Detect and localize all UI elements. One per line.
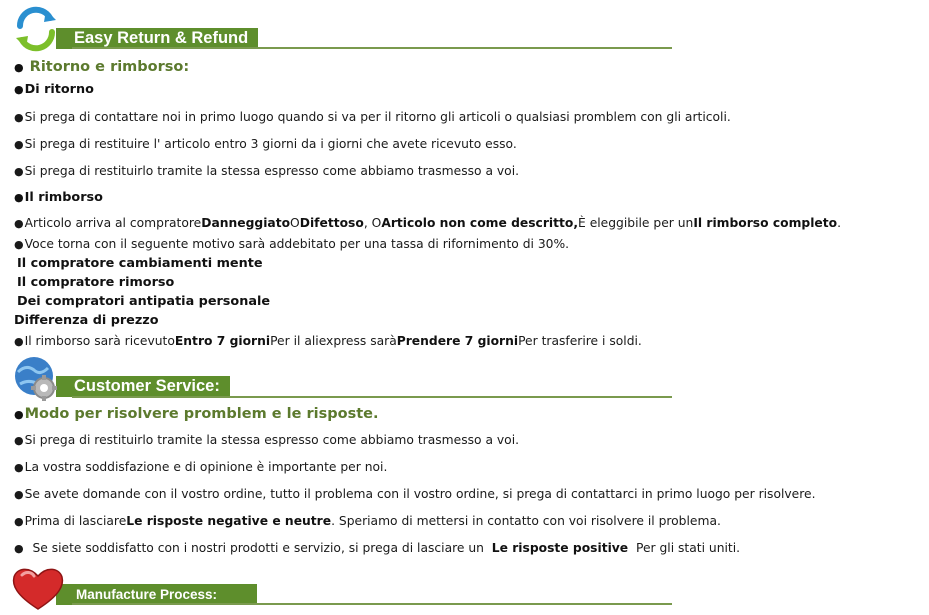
return-line-contact: ●Si prega di contattare noi in primo luogo quando si va per il ritorno gli articoli o qualsiasi promblem con gli articoli. xyxy=(14,110,731,124)
refund-line-restocking-fee: ●Voce torna con il seguente motivo sarà addebitato per una tassa di rifornimento di 30%. xyxy=(14,237,570,251)
service-line-positive-feedback: ● Se siete soddisfatto con i nostri prodotti e servizio, si prega di lasciare un Le risposte positive Per gli stati uniti. xyxy=(14,541,741,555)
refund-line-damaged: ●Articolo arriva al compratoreDanneggiatoODifettoso, OArticolo non come descritto,È eleggibile per unIl rimborso completo. xyxy=(14,216,841,230)
service-line-negative-feedback: ●Prima di lasciareLe risposte negative e neutre. Speriamo di mettersi in contatto con voi risolvere il problema. xyxy=(14,514,721,528)
service-subtitle: ●Modo per risolvere promblem e le risposte. xyxy=(14,406,379,422)
return-line-same-express: ●Si prega di restituirlo tramite la stessa espresso come abbiamo trasmesso a voi. xyxy=(14,164,520,178)
manufacture-banner-rule xyxy=(72,603,672,605)
service-line-same-express: ●Si prega di restituirlo tramite la stessa espresso come abbiamo trasmesso a voi. xyxy=(14,433,520,447)
reason-price-difference: Differenza di prezzo xyxy=(14,313,159,328)
service-banner-title: Customer Service: xyxy=(56,376,230,397)
service-line-questions: ●Se avete domande con il vostro ordine, tutto il problema con il vostro ordine, si prega di contattarci in primo luogo per risolvere. xyxy=(14,487,816,501)
globe-gear-icon xyxy=(12,354,60,402)
recycle-arrows-icon xyxy=(12,4,60,52)
il-rimborso-heading: ●Il rimborso xyxy=(14,190,103,205)
service-banner xyxy=(12,354,672,404)
return-subtitle: ● Ritorno e rimborso: xyxy=(14,59,190,75)
return-banner xyxy=(12,4,672,54)
reason-remorse: Il compratore rimorso xyxy=(17,275,175,290)
manufacture-banner xyxy=(12,565,672,615)
return-banner-rule xyxy=(72,47,672,49)
return-line-3-days: ●Si prega di restituire l' articolo entro 3 giorni da i giorni che avete ricevuto esso. xyxy=(14,137,517,151)
service-banner-rule xyxy=(72,396,672,398)
manufacture-banner-title: Manufacture Process: xyxy=(56,584,257,605)
di-ritorno-heading: ●Di ritorno xyxy=(14,82,94,97)
service-line-satisfaction: ●La vostra soddisfazione e di opinione è importante per noi. xyxy=(14,460,388,474)
reason-dislike: Dei compratori antipatia personale xyxy=(17,294,271,309)
return-banner-title: Easy Return & Refund xyxy=(56,28,258,49)
reason-mind-change: Il compratore cambiamenti mente xyxy=(17,256,263,271)
heart-icon xyxy=(10,565,66,611)
refund-line-7-days: ●Il rimborso sarà ricevutoEntro 7 giorniPer il aliexpress saràPrendere 7 giorniPer trasferire i soldi. xyxy=(14,334,642,348)
